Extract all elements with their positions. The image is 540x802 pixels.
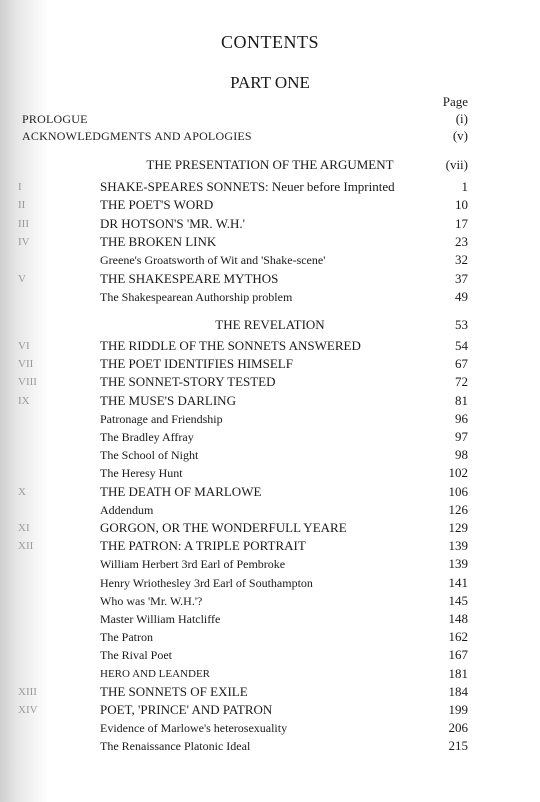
entry-page-number: 17 — [455, 215, 468, 231]
entry-title: William Herbert 3rd Earl of Pembroke — [100, 557, 286, 572]
toc-entry — [0, 737, 540, 755]
entry-page-number: 148 — [448, 611, 468, 626]
entry-title: Master William Hatcliffe — [100, 612, 221, 626]
entry-title: The Shakespearean Authorship problem — [100, 289, 293, 304]
toc-entry — [0, 574, 540, 592]
toc-entry — [0, 555, 540, 573]
entry-page-number: 102 — [448, 465, 468, 481]
toc-entry — [0, 665, 540, 683]
entry-title: THE POET'S WORD — [100, 197, 214, 213]
toc-entry — [0, 355, 540, 373]
entry-page-number: 81 — [455, 392, 468, 408]
entry-page-number: 49 — [455, 288, 468, 304]
section-heading-row — [0, 156, 540, 174]
toc-entry — [0, 337, 540, 355]
entry-title: THE PRESENTATION OF THE ARGUMENT — [146, 157, 394, 172]
entry-page-number: 139 — [448, 556, 468, 572]
entry-page-number: 72 — [455, 374, 468, 390]
page-column-label: Page — [442, 94, 468, 109]
entry-title: THE BROKEN LINK — [100, 233, 217, 249]
entry-title: THE REVELATION — [215, 317, 325, 332]
entry-page-number: (vii) — [445, 157, 468, 172]
toc-entry — [0, 646, 540, 664]
entry-page-number: 98 — [455, 447, 468, 463]
entry-title: POET, 'PRINCE' AND PATRON — [100, 702, 273, 717]
entry-title: The Patron — [100, 630, 153, 645]
toc-entry — [0, 683, 540, 701]
entry-title: THE DEATH OF MARLOWE — [100, 483, 262, 499]
entry-page-number: 162 — [448, 629, 468, 645]
entry-title: Greene's Groatsworth of Wit and 'Shake-scene' — [100, 253, 326, 268]
entry-page-number: 32 — [455, 252, 468, 268]
entry-title: The Renaissance Platonic Ideal — [100, 739, 251, 754]
entry-page-number: 37 — [455, 270, 468, 286]
entry-page-number: 10 — [455, 197, 468, 213]
toc-entry — [0, 519, 540, 537]
entry-page-number: 129 — [448, 520, 468, 535]
entry-title: THE RIDDLE OF THE SONNETS ANSWERED — [100, 338, 361, 353]
entry-page-number: 181 — [448, 665, 468, 681]
entry-page-number: 54 — [455, 338, 468, 353]
chapter-number: XI — [18, 522, 30, 534]
toc-entry — [0, 628, 540, 646]
entry-page-number: 215 — [448, 738, 468, 754]
entry-title: DR HOTSON'S 'MR. W.H.' — [100, 215, 245, 231]
entry-title: SHAKE-SPEARES SONNETS: Neuer before Imprinted — [100, 179, 395, 194]
part-one-heading — [0, 73, 540, 93]
toc-entry — [0, 610, 540, 628]
entry-page-number: 184 — [448, 683, 468, 699]
entry-title: THE POET IDENTIFIES HIMSELF — [100, 356, 293, 372]
entry-title: Evidence of Marlowe's heterosexuality — [100, 721, 288, 736]
entry-title: HERO AND LEANDER — [100, 667, 210, 680]
toc-entry — [0, 464, 540, 482]
chapter-number: XIV — [18, 704, 38, 716]
entry-page-number: 97 — [455, 429, 468, 444]
toc-entry — [0, 719, 540, 737]
toc-entry — [0, 592, 540, 610]
entry-page-number: 1 — [461, 179, 468, 194]
entry-page-number: 53 — [455, 317, 468, 332]
entry-title: THE SHAKESPEARE MYTHOS — [100, 270, 279, 286]
toc-entry — [0, 233, 540, 251]
chapter-number: VI — [18, 340, 30, 352]
entry-page-number: (v) — [452, 128, 468, 143]
chapter-number: IX — [18, 394, 30, 407]
chapter-number: II — [18, 199, 26, 212]
chapter-number: V — [18, 272, 26, 285]
toc-entry — [0, 178, 540, 196]
entry-title: The Heresy Hunt — [100, 466, 183, 481]
entry-page-number: (i) — [455, 111, 468, 126]
entry-title: THE SONNETS OF EXILE — [100, 683, 248, 699]
chapter-number: VIII — [18, 376, 37, 389]
entry-page-number: 23 — [455, 233, 468, 249]
part-one-label: PART ONE — [230, 73, 310, 92]
entry-page-number: 206 — [448, 720, 468, 736]
chapter-number: IV — [18, 235, 30, 248]
chapter-number: XIII — [18, 685, 37, 698]
entry-page-number: 145 — [448, 592, 468, 608]
toc-entry — [0, 701, 540, 719]
chapter-number: I — [18, 181, 22, 193]
toc-entry — [0, 537, 540, 555]
toc-entry — [0, 110, 540, 128]
entry-title: GORGON, OR THE WONDERFULL YEARE — [100, 520, 347, 535]
toc-entry — [0, 392, 540, 410]
entry-title: Patronage and Friendship — [100, 411, 223, 426]
chapter-number: XII — [18, 540, 34, 553]
entry-title: The Rival Poet — [100, 648, 172, 663]
chapter-number: X — [18, 485, 26, 498]
entry-title: ACKNOWLEDGMENTS AND APOLOGIES — [22, 129, 252, 143]
toc-entry — [0, 127, 540, 145]
entry-title: The Bradley Affray — [100, 430, 194, 444]
entry-title: The School of Night — [100, 448, 199, 463]
entry-page-number: 167 — [448, 647, 468, 663]
entry-page-number: 96 — [455, 410, 468, 426]
entry-page-number: 106 — [448, 483, 468, 499]
toc-entry — [0, 410, 540, 428]
entry-title: THE MUSE'S DARLING — [100, 392, 236, 408]
entry-title: Henry Wriothesley 3rd Earl of Southampton — [100, 575, 313, 590]
entry-page-number: 141 — [448, 574, 468, 590]
entry-title: PROLOGUE — [22, 112, 88, 126]
chapter-number: III — [18, 217, 29, 230]
entry-title: THE SONNET-STORY TESTED — [100, 374, 276, 390]
toc-entry — [0, 428, 540, 446]
toc-entry — [0, 501, 540, 519]
toc-entry — [0, 288, 540, 306]
entry-page-number: 67 — [455, 356, 468, 372]
contents-heading: CONTENTS — [221, 32, 319, 52]
entry-page-number: 139 — [448, 538, 468, 554]
entry-title: THE PATRON: A TRIPLE PORTRAIT — [100, 538, 306, 554]
toc-entry — [0, 373, 540, 391]
toc-entry — [0, 196, 540, 214]
toc-entry — [0, 446, 540, 464]
toc-entry — [0, 483, 540, 501]
section-heading-row — [0, 316, 540, 334]
entry-page-number: 126 — [448, 501, 468, 517]
toc-entry — [0, 215, 540, 233]
entry-page-number: 199 — [448, 702, 468, 717]
chapter-number: VII — [18, 358, 34, 371]
entry-title: Addendum — [100, 502, 154, 517]
toc-entry — [0, 251, 540, 269]
entry-title: Who was 'Mr. W.H.'? — [100, 593, 203, 608]
toc-entry — [0, 270, 540, 288]
